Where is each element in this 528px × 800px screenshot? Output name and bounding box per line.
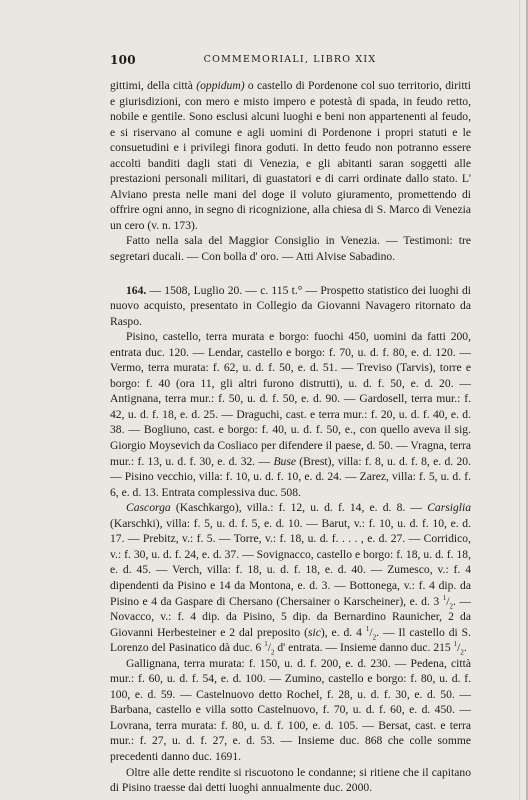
entry-number: 164. (126, 283, 147, 297)
page-header (110, 53, 470, 69)
main-text (110, 78, 471, 796)
closing-paragraph: Fatto nella sala del Maggior Consiglio in Venezia. — Testimoni: tre segretari ducali. — Con bolla d' oro. — Atti Alvise Sabadino. (110, 234, 471, 264)
running-head: COMMEMORIALI, LIBRO XIX (203, 54, 377, 65)
italic-term: Buse (273, 454, 296, 468)
italic-term: sic (307, 625, 321, 639)
entry-heading-paragraph (110, 283, 471, 330)
paragraph-gallignana: Gallignana, terra murata: f. 150, u. d. f. 200, e. d. 230. — Pedena, città mur.: f. 60, u. d. f. 54, e. d. 100. — Zumino, castello e borgo: f. 80, u. d. f. 100, e. d. 59. — Castelnuovo detto Rochel, f. 28, u. d. f. 30, e. d. 50. — Barbana, castello e villa sotto Castelnuovo, f. 70, u. d. f. 60, e. d. 450. — Lovrana, terra murata: f. 80, u. d. f. 100, e. d. 105. — Bersat, cast. e terra mur.: f. 27, u. d. f. 27, e. d. 53. — Insieme duc. 868 che colle somme precedenti danno duc. 1691. (110, 656, 471, 763)
italic-term: Cascorga (126, 501, 171, 515)
paragraph-cascorga: Cascorga (Kaschkargo), villa.: f. 12, u. d. f. 14, e. d. 8. — Carsiglia (Karschki), villa: f. 5, u. d. f. 5, e. d. 10. — Barut, v.: f. 10, u. d. f. 10, e. d. 17. — Prebitz, v.: f. 5. — Torre, v.: f. 18, u. d. f. . . . , e. d. 27. — Corridico, v.: f. 30, u. d. f. 24, e. d. 37. — Sovignacco, castello e borgo: f. 18, u. d. f. 18, e. d. 45. — Verch, villa: f. 18, u. d. f. 18, e. d. 40. — Zumesco, v.: f. 4 dipendenti da Pisino e 14 da Montona, e. d. 3. — Bottonega, v.: f. 4 dip. da Pisino e 4 da Gaspare di Chersano (Chersainer o Karscheiner), e. d. 3 $^1/_2$. — Novacco, v.: f. 4 dip. da Pisino, 5 dip. da Bernardino Raunicher, 2 da Giovanni Herbesteiner e 2 dal preposito (sic), e. d. 4 $^1/_2$. — Il castello di S. Lorenzo del Pasinatico dà duc. 6 $^1/_2$ d' entrata. — Insieme danno duc. 215 $^1/_2$. (110, 501, 472, 657)
paragraph-pisino: Pisino, castello, terra murata e borgo: fuochi 450, uomini da fatti 200, entrata duc. 120. — Lendar, castello e borgo: f. 70, u. d. f. 80, e. d. 120. — Vermo, terra murata: f. 62, u. d. f. 50, e. d. 51. — Treviso (Tarvis), torre e borgo: f. 40 (ora 11, gli altri furono distrutti), u. d. f. 50, e. d. 20. — Antignana, terra mur.: f. 50, u. d. f. 50, e. d. 90. — Gardosell, terra mur.: f. 42, u. d. f. 18, e. d. 25. — Draguchi, cast. e terra mur.: f. 20, u. d. f. 40, e. d. 38. — Bogliuno, cast. e borgo: f. 40, u. d. f. 50, e., con quello aveva il sig. Giorgio Moysevich da Cosliaco per difendere il paese, d. 50. — Vragna, terra mur.: f. 13, u. d. f. 30, e. d. 32. — Buse (Brest), villa: f. 8, u. d. f. 8, e. d. 20. — Pisino vecchio, villa: f. 10, u. d. f. 10, e. d. 24. — Zarez, villa: f. 5, u. d. f. 6, e. d. 13. Entrata complessiva duc. 508. (110, 330, 471, 499)
continuation-paragraph: gittimi, della città (oppidum) o castello di Pordenone col suo territorio, diritti e giurisdizioni, con mero e misto impero e potestà di spada, in feudo retto, nobile e gentile. Sono esclusi alcuni luoghi e beni non appartenenti al feudo, e si riservano al comune e agli uomini di Pordenone i propri statuti e le consuetudini e i privilegi finora goduti. In detto feudo non potranno essere accolti banditi dagli stati di Venezia, e gli abitanti saran soggetti alle prestazioni personali militari, di guastatori e di carri ordinate dallo stato. L' Alviano presta nelle mani del doge il voluto giuramento, promettendo di offrire ogni anno, in segno di ricognizione, alla chiesa di S. Marco di Venezia un cero (v. n. 173). (110, 79, 471, 232)
paragraph-conclusion: Oltre alle dette rendite si riscuotono le condanne; si ritiene che il capitano di Pisino traesse dai detti luoghi annualmente duc. 2000. (110, 765, 471, 795)
italic-term: (oppidum) (196, 79, 245, 92)
italic-term: Carsiglia (427, 501, 471, 515)
section-gap (110, 265, 471, 283)
entry-intro: — 1508, Luglio 20. — c. 115 t.° — Prospetto statistico dei luoghi di nuovo acquisto, presentato in Collegio da Giovanni Navagero ritornato da Raspo. (110, 283, 471, 328)
page-number: 100 (110, 53, 136, 67)
